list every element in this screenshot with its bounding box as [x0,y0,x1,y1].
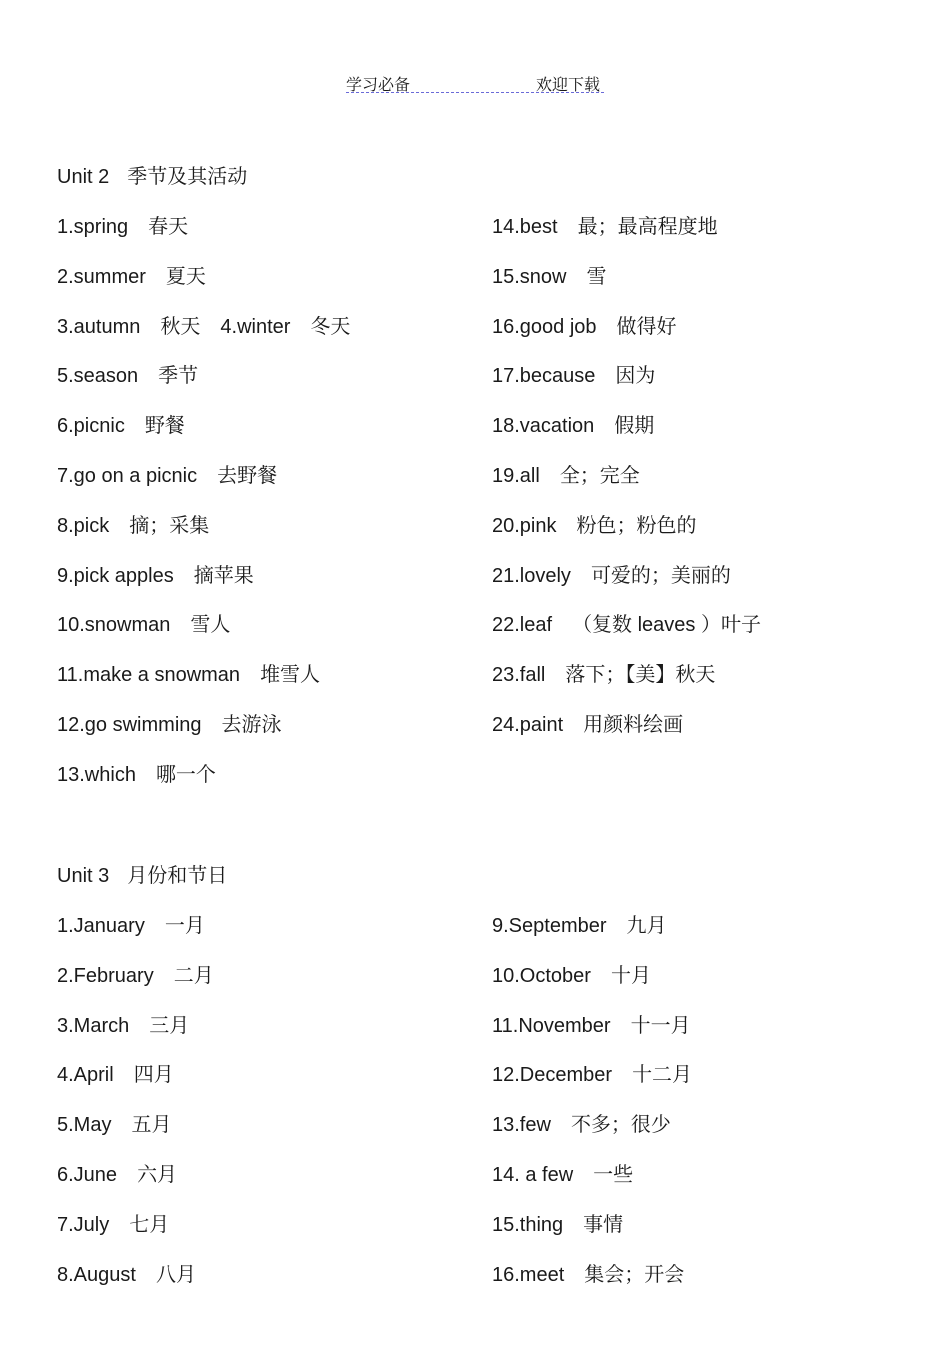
vocab-english: 10.snowman [57,614,171,637]
vocab-english: 19.all [492,465,540,487]
vocab-chinese: 季节 [158,365,199,388]
vocab-english: 5.season [57,365,139,388]
vocab-chinese: 五月 [131,1114,172,1137]
vocab-chinese: 一些 [593,1164,634,1186]
vocab-entry [492,559,731,589]
vocab-chinese: 假期 [614,415,655,438]
vocab-english: 15.thing [492,1213,564,1236]
vocab-chinese: 野餐 [144,415,185,438]
vocab-english: 13.which [57,763,136,786]
vocab-english: 1.spring [57,216,129,238]
vocab-entry [492,459,640,489]
vocab-english: 21.lovely [492,564,571,587]
vocab-entry [492,1009,691,1039]
vocab-entry [492,409,654,439]
vocab-english: 15.snow [492,265,567,288]
vocab-english: 4.winter [220,315,291,338]
vocab-entry [57,708,282,738]
vocab-chinese: 十月 [610,964,651,987]
unit3-title-cn: 月份和节日 [127,865,228,887]
vocab-entry [57,1058,174,1088]
vocab-entry [492,708,683,738]
vocab-entry [492,359,655,389]
vocab-entry [492,310,677,340]
vocab-chinese: 三月 [149,1014,190,1037]
vocab-chinese: 不多；很少 [570,1114,671,1137]
vocab-chinese: 集会；开会 [584,1263,685,1286]
vocab-chinese: 雪 [586,265,607,288]
vocab-chinese: 最；最高程度地 [577,216,718,238]
vocab-entry [57,310,350,340]
vocab-entry [492,210,718,240]
vocab-english: 9.September [492,915,607,937]
vocab-entry [57,959,214,989]
vocab-english: 17.because [492,365,596,388]
vocab-english: 11.November [492,1014,611,1037]
vocab-entry [492,1258,684,1288]
vocab-chinese: 可爱的；美丽的 [590,564,731,587]
vocab-english: 8.pick [57,514,110,537]
vocab-chinese: 落下；【美】秋天 [565,664,716,687]
vocab-english: 14.best [492,216,558,238]
vocab-english: 24.paint [492,714,564,736]
vocab-chinese: 十二月 [632,1064,693,1087]
vocab-english: 16.meet [492,1263,565,1286]
vocab-chinese: 四月 [133,1064,174,1087]
vocab-english: 6.picnic [57,415,125,438]
vocab-chinese: 摘苹果 [193,564,254,587]
vocab-chinese: 冬天 [310,315,351,338]
page-header [346,70,604,93]
vocab-chinese: 秋天 [160,315,201,338]
vocab-chinese: 六月 [137,1164,178,1186]
vocab-entry [57,260,206,290]
vocab-english: 14. a few [492,1164,574,1186]
vocab-english: 10.October [492,964,591,987]
vocab-english: 11.make a snowman [57,664,241,687]
vocab-entry [57,608,230,638]
vocab-english: 9.pick apples [57,564,174,587]
vocab-english: 12.go swimming [57,714,202,736]
header-left-text: 学习必备 [346,77,411,94]
vocab-entry [57,210,188,240]
vocab-chinese: 夏天 [165,265,206,288]
vocab-english: 23.fall [492,664,546,687]
vocab-chinese: 用颜料绘画 [583,714,684,736]
vocab-entry [57,1108,171,1138]
vocab-chinese: 七月 [129,1213,170,1236]
vocab-english: 12.December [492,1064,613,1087]
vocab-entry [492,1208,623,1238]
vocab-chinese: 粉色；粉色的 [576,514,697,537]
vocab-english: 4.April [57,1064,114,1087]
unit2-title-en: Unit 2 [57,166,110,188]
unit2-title [57,160,247,189]
vocab-entry [57,1009,189,1039]
vocab-english: 8.August [57,1263,136,1286]
vocab-chinese: 雪人 [190,614,231,637]
vocab-chinese: 去游泳 [221,714,282,736]
vocab-english: 7.go on a picnic [57,465,198,487]
vocab-entry [57,909,205,939]
vocab-entry [57,409,185,439]
vocab-chinese: 哪一个 [155,763,216,786]
vocab-entry [492,1108,671,1138]
vocab-entry [57,559,254,589]
vocab-english: 3.March [57,1014,130,1037]
vocab-english: 7.July [57,1213,110,1236]
vocab-english: 18.vacation [492,415,595,438]
vocab-entry [492,959,651,989]
vocab-english: 2.February [57,964,154,987]
vocab-entry [57,758,216,788]
vocab-entry [57,658,320,688]
vocab-chinese: 八月 [155,1263,196,1286]
vocab-chinese: （复数 leaves ）叶子 [572,614,761,637]
vocab-chinese: 因为 [615,365,656,388]
vocab-chinese: 十一月 [630,1014,691,1037]
vocab-entry [492,658,715,688]
vocab-english: 13.few [492,1114,551,1137]
vocab-english: 5.May [57,1114,112,1137]
vocab-chinese: 九月 [626,915,667,937]
vocab-chinese: 事情 [583,1213,624,1236]
vocab-english: 6.June [57,1164,118,1186]
vocab-english: 3.autumn [57,315,141,338]
vocab-chinese: 去野餐 [217,465,278,487]
header-right-text: 欢迎下载 [535,77,600,94]
vocab-entry [492,1058,692,1088]
vocab-entry [57,509,209,539]
vocab-chinese: 二月 [173,964,214,987]
vocab-chinese: 摘；采集 [129,514,210,537]
vocab-chinese: 春天 [148,216,189,238]
vocab-entry [57,1258,196,1288]
vocab-entry [492,260,607,290]
vocab-entry [57,1208,169,1238]
vocab-chinese: 一月 [164,915,205,937]
vocab-entry [57,359,198,389]
vocab-entry [492,1158,633,1188]
vocab-english: 20.pink [492,514,557,537]
vocab-entry [492,608,761,638]
vocab-entry [57,1158,177,1188]
vocab-chinese: 做得好 [616,315,677,338]
vocab-english: 1.January [57,915,145,937]
vocab-entry [492,509,697,539]
vocab-chinese: 堆雪人 [260,664,321,687]
vocab-chinese: 全；完全 [559,465,640,487]
unit2-title-cn: 季节及其活动 [127,166,248,188]
vocab-entry [57,459,277,489]
unit3-title [57,859,227,888]
vocab-english: 16.good job [492,315,597,338]
vocab-english: 2.summer [57,265,146,288]
unit3-title-en: Unit 3 [57,865,110,887]
vocab-english: 22.leaf [492,614,553,637]
vocab-entry [492,909,667,939]
